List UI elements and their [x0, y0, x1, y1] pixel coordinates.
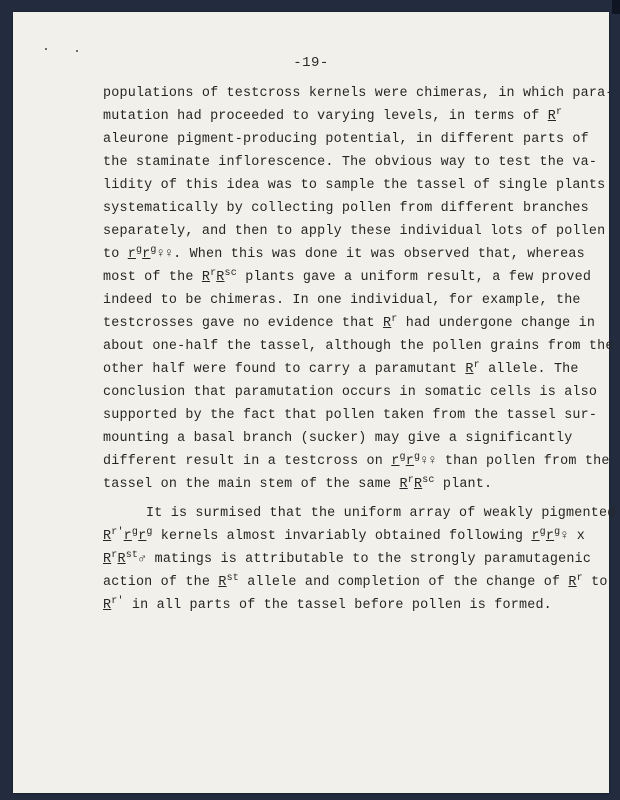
text-segment: most of the — [103, 270, 202, 285]
gene-symbol — [202, 270, 216, 285]
gene-base: r — [123, 529, 132, 544]
text-segment: separately, and then to apply these individual lots of pollen — [103, 224, 606, 239]
allele-superscript: r' — [111, 527, 124, 538]
allele-superscript: r — [576, 573, 583, 584]
text-segment: different result in a testcross on — [103, 454, 392, 469]
text-line — [103, 174, 606, 197]
text-segment: ♀ x — [560, 529, 586, 544]
gene-base: R — [201, 270, 211, 285]
allele-superscript: g — [150, 245, 157, 256]
allele-superscript: g — [554, 527, 561, 538]
speck — [45, 48, 47, 50]
text-line — [103, 266, 592, 289]
gene-base: r — [142, 247, 151, 262]
text-segment: allele and completion of the change of — [238, 575, 569, 590]
body-text — [103, 82, 616, 617]
allele-superscript: g — [146, 527, 153, 538]
text-segment: supported by the fact that pollen taken from the tassel sur- — [103, 408, 598, 423]
gene-base: R — [216, 270, 225, 285]
page-number: -19- — [293, 55, 329, 71]
gene-base: r — [405, 454, 414, 469]
text-segment: kernels almost invariably obtained following — [152, 529, 532, 544]
text-segment: conclusion that paramutation occurs in somatic cells is also — [103, 385, 598, 400]
gene-base: R — [547, 109, 556, 124]
gene-base: R — [413, 477, 423, 492]
text-line — [103, 82, 614, 105]
text-line — [103, 473, 563, 496]
text-segment: ♀♀. When this was done it was observed that, whereas — [156, 247, 585, 262]
text-segment: to — [103, 247, 128, 262]
text-line — [103, 197, 589, 220]
gene-base: R — [383, 316, 392, 331]
gene-symbol — [103, 552, 117, 567]
gene-base: R — [465, 362, 474, 377]
text-segment: lidity of this idea was to sample the tassel of single plants — [103, 178, 606, 193]
gene-base: r — [391, 454, 400, 469]
gene-base: R — [103, 598, 112, 613]
text-line — [103, 594, 563, 617]
text-line — [103, 312, 596, 335]
gene-base: r — [531, 529, 540, 544]
gene-base: R — [218, 575, 227, 590]
text-segment: systematically by collecting pollen from different branches — [103, 201, 589, 216]
gene-symbol — [218, 575, 239, 590]
text-segment: mutation had proceeded to varying levels, in terms of — [103, 109, 548, 124]
text-segment: plants gave a uniform result, a few proved — [236, 270, 592, 285]
text-line — [103, 220, 606, 243]
allele-superscript: g — [399, 452, 406, 463]
allele-superscript: st — [125, 550, 139, 561]
text-line — [103, 427, 573, 450]
scan-edge — [612, 0, 620, 14]
allele-superscript: r — [473, 360, 480, 371]
allele-superscript: sc — [422, 475, 435, 486]
text-segment: populations of testcross kernels were chimeras, in which para- — [103, 86, 614, 101]
text-line — [103, 404, 598, 427]
gene-symbol — [546, 529, 560, 544]
gene-symbol — [117, 552, 138, 567]
text-segment: had undergone change in — [397, 316, 596, 331]
text-segment: allele. The — [479, 362, 579, 377]
allele-superscript: r' — [111, 596, 124, 607]
text-line — [103, 381, 598, 404]
gene-base: R — [117, 552, 126, 567]
text-segment: ♂ matings is attributable to the strongly paramutagenic — [138, 552, 592, 567]
text-line — [103, 571, 608, 594]
text-line — [103, 105, 563, 128]
text-segment: the staminate inflorescence. The obvious way to test the va- — [103, 155, 598, 170]
text-line — [103, 525, 586, 548]
text-segment: to — [582, 575, 608, 590]
allele-superscript: g — [131, 527, 139, 538]
gene-base: R — [103, 529, 112, 544]
gene-symbol — [216, 270, 237, 285]
gene-base: R — [103, 552, 112, 567]
gene-symbol — [400, 477, 414, 492]
gene-symbol — [128, 247, 142, 262]
text-line — [103, 335, 614, 358]
text-line — [103, 128, 589, 151]
text-line — [103, 151, 598, 174]
text-line — [103, 358, 579, 381]
gene-base: r — [127, 247, 136, 262]
document-page — [13, 12, 616, 793]
text-segment: It is surmised that the uniform array of weakly pigmented — [146, 506, 616, 521]
speck — [76, 50, 78, 52]
text-line — [103, 289, 581, 312]
allele-superscript: r — [391, 314, 398, 325]
text-line — [103, 450, 610, 473]
gene-symbol — [548, 109, 562, 124]
text-line — [103, 502, 616, 525]
gene-symbol — [103, 529, 124, 544]
allele-superscript: g — [413, 452, 421, 463]
gene-symbol — [124, 529, 138, 544]
gene-symbol — [391, 454, 405, 469]
text-segment: testcrosses gave no evidence that — [103, 316, 384, 331]
gene-base: r — [545, 529, 555, 544]
gene-base: r — [138, 529, 147, 544]
text-segment: other half were found to carry a paramutant — [103, 362, 466, 377]
text-segment: mounting a basal branch (sucker) may give a significantly — [103, 431, 573, 446]
text-line — [103, 548, 592, 571]
text-segment: about one-half the tassel, although the pollen grains from the — [103, 339, 614, 354]
gene-symbol — [406, 454, 420, 469]
gene-base: R — [399, 477, 408, 492]
allele-superscript: r — [407, 475, 414, 486]
gene-symbol — [568, 575, 582, 590]
gene-symbol — [142, 247, 156, 262]
gene-symbol — [103, 598, 124, 613]
gene-symbol — [465, 362, 479, 377]
text-line — [103, 243, 585, 266]
allele-superscript: sc — [224, 268, 237, 279]
allele-superscript: r — [555, 107, 563, 118]
text-segment: tassel on the main stem of the same — [103, 477, 400, 492]
gene-symbol — [414, 477, 435, 492]
text-segment: action of the — [103, 575, 219, 590]
gene-base: R — [568, 575, 577, 590]
allele-superscript: r — [111, 550, 118, 561]
text-segment: aleurone pigment-producing potential, in different parts of — [103, 132, 589, 147]
allele-superscript: r — [210, 268, 217, 279]
text-segment: indeed to be chimeras. In one individual, for example, the — [103, 293, 581, 308]
text-segment: in all parts of the tassel before pollen is formed. — [123, 598, 552, 613]
gene-symbol — [531, 529, 545, 544]
allele-superscript: g — [135, 245, 143, 256]
gene-symbol — [138, 529, 152, 544]
gene-symbol — [383, 316, 397, 331]
allele-superscript: g — [539, 527, 546, 538]
allele-superscript: st — [226, 573, 239, 584]
text-segment: plant. — [434, 477, 493, 492]
text-segment: ♀♀ than pollen from the — [420, 454, 610, 469]
